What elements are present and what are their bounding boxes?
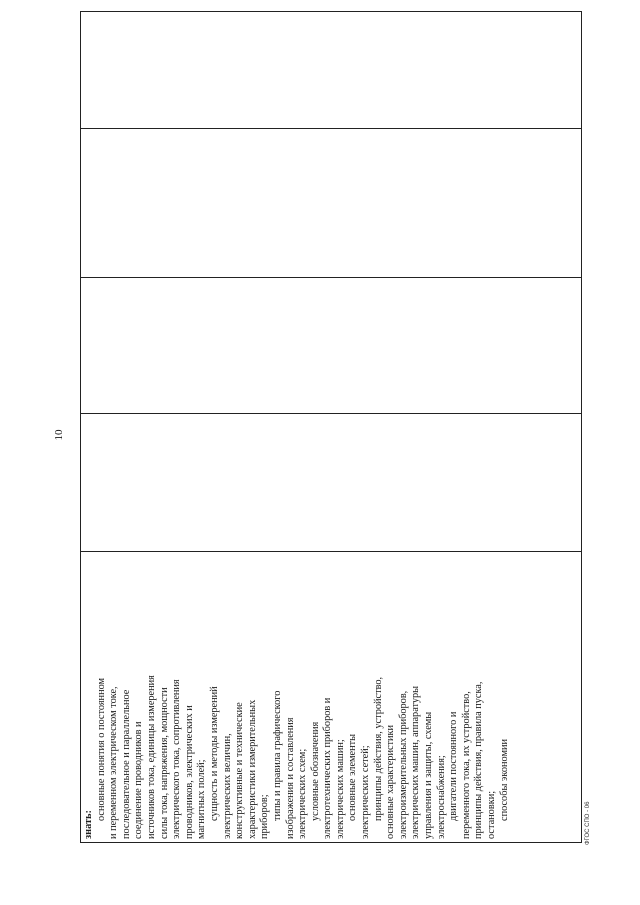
competency-line: основные характеристики <box>385 724 397 839</box>
competency-line: способы экономии <box>498 739 510 821</box>
competency-line: электроснабжения; <box>435 755 447 839</box>
competency-line: электрических машин; <box>334 739 346 839</box>
competency-line: последовательное и параллельное <box>120 689 132 839</box>
competency-line: силы тока, напряжения, мощности <box>158 687 170 839</box>
competency-line: электрических машин, аппаратуры <box>410 685 422 839</box>
competency-line: проводников, электрических и <box>183 705 195 839</box>
empty-cell-4 <box>81 129 582 278</box>
competency-line: типы и правила графического <box>271 690 283 821</box>
rotated-table-region <box>80 17 582 843</box>
competency-line: переменного тока, их устройство, <box>460 691 472 839</box>
competency-line: условные обозначения <box>309 721 321 821</box>
page-number: 10 <box>53 429 65 441</box>
competency-line: приборов; <box>259 794 271 839</box>
empty-cell-5 <box>81 12 582 129</box>
competency-line: принципы действия, правила пуска, <box>473 681 485 839</box>
competency-line: конструктивные и технические <box>234 702 246 839</box>
competency-line: изображения и составления <box>284 717 296 839</box>
table-row <box>81 12 582 843</box>
empty-cell-3 <box>81 278 582 414</box>
competency-line: электрических схем; <box>297 748 309 839</box>
competency-line: источников тока, единицы измерения <box>145 675 157 839</box>
competency-line: сущность и методы измерений <box>208 686 220 821</box>
competency-line: электрических величин, <box>221 733 233 839</box>
competency-line: электротехнических приборов и <box>322 697 334 839</box>
competency-line: остановки; <box>486 790 497 839</box>
competency-lines <box>96 555 512 839</box>
competency-line: управления и защиты, схемы <box>423 711 435 839</box>
competency-line: электрического тока, сопротивления <box>171 679 183 839</box>
footer-code: ФГОС СПО - 06 <box>585 801 591 845</box>
competency-text <box>81 552 511 842</box>
competency-line: характеристики измерительных <box>246 699 258 839</box>
competency-line: принципы действия, устройство, <box>372 676 384 821</box>
curriculum-table <box>80 11 582 843</box>
competency-heading: знать: <box>83 810 94 839</box>
competency-line: соединение проводников и <box>133 721 145 839</box>
competency-line: электрических сетей; <box>360 745 372 839</box>
competency-line: магнитных полей; <box>196 759 208 839</box>
competency-line: основные элементы <box>347 733 359 821</box>
competency-line: основные понятия о постоянном <box>95 677 107 821</box>
competency-line: электроизмерительных приборов, <box>397 690 409 839</box>
competency-line: и переменном электрическом токе, <box>108 686 120 839</box>
empty-cell-2 <box>81 414 582 552</box>
competency-line: двигатели постоянного и <box>448 711 460 821</box>
competency-cell <box>81 552 582 843</box>
